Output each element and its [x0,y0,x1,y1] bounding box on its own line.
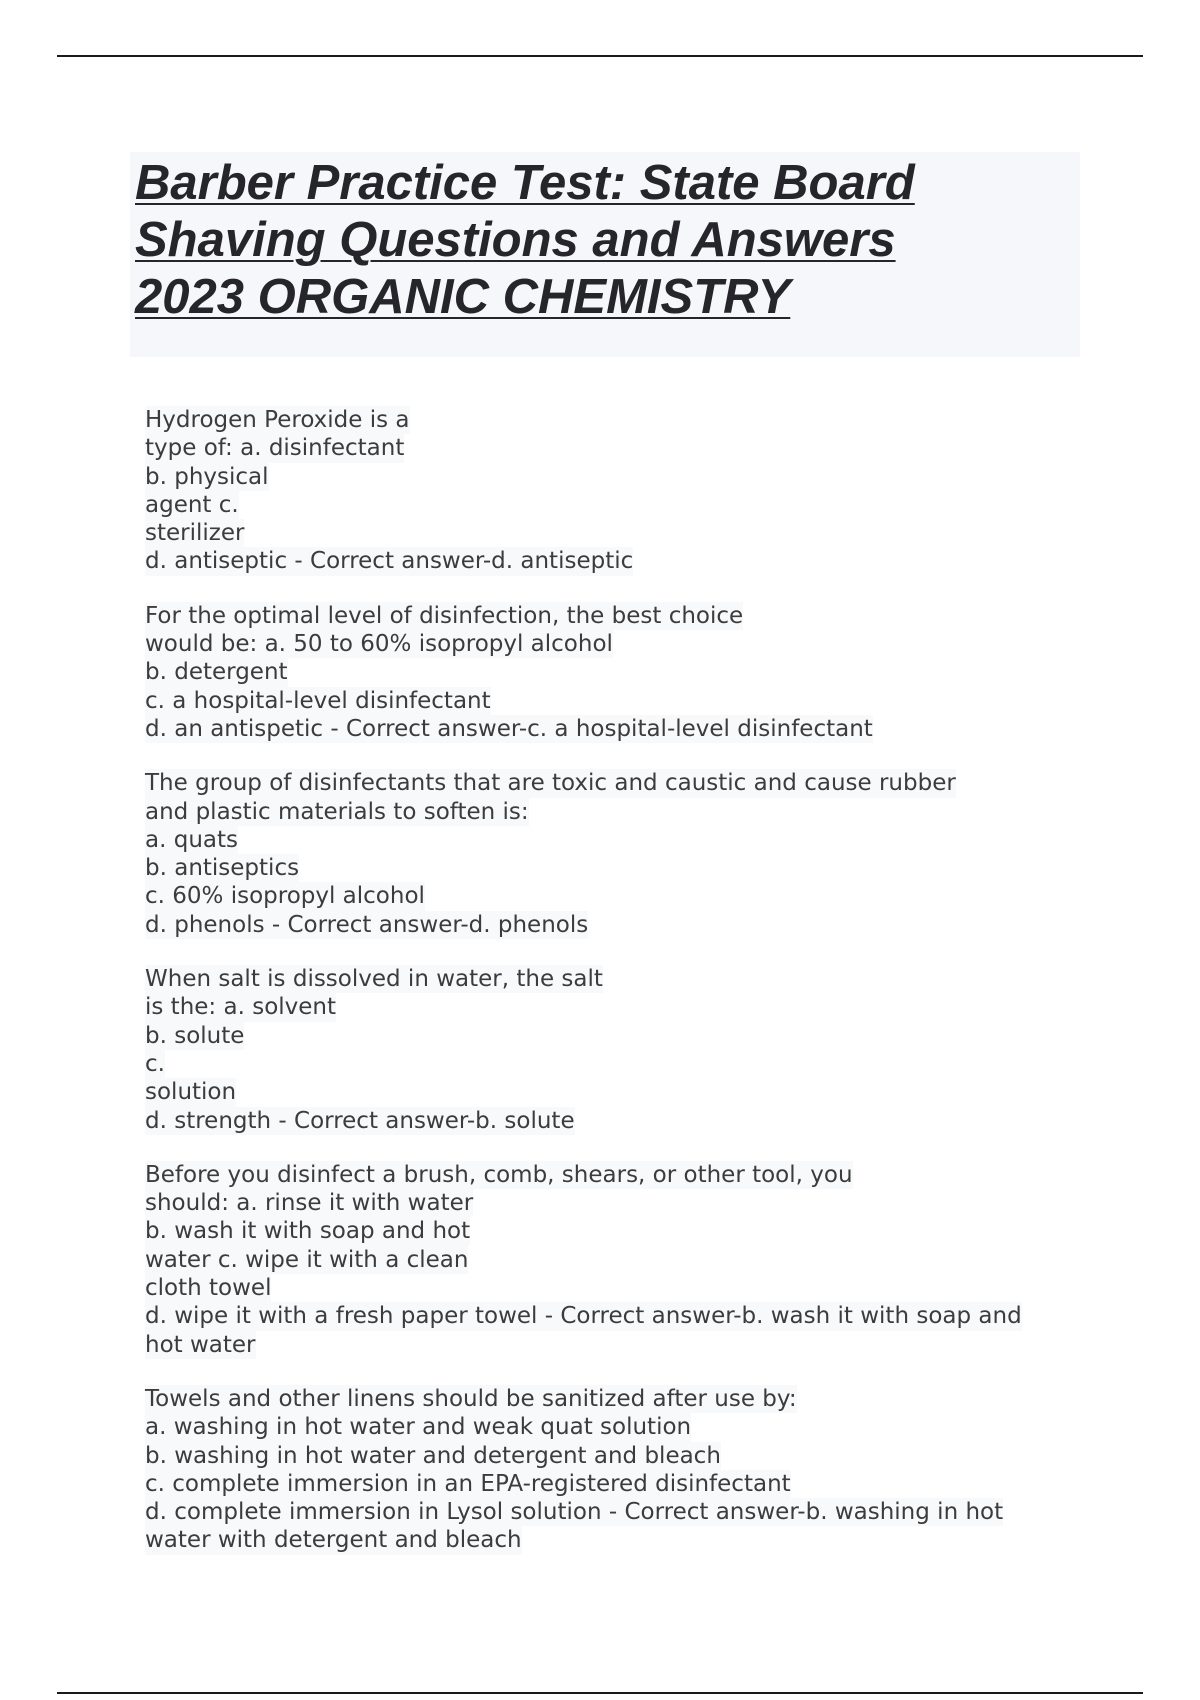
document-title [130,152,1080,326]
title-line: 2023 ORGANIC CHEMISTRY [135,270,791,324]
answer-line: d. wipe it with a fresh paper towel - Correct answer-b. wash it with soap and [145,1303,1022,1330]
question-line: type of: a. disinfectant [145,435,405,462]
question-line: For the optimal level of disinfection, the best choice [145,602,744,629]
question-block [145,1385,1095,1555]
question-line: c. complete immersion in an EPA-registered disinfectant [145,1470,791,1497]
question-line: solution [145,1079,237,1106]
question-line: c. 60% isopropyl alcohol [145,883,425,910]
question-line: b. wash it with soap and hot [145,1218,471,1245]
question-line: a. washing in hot water and weak quat solution [145,1414,692,1441]
question-line: cloth towel [145,1275,272,1302]
title-line: Shaving Questions and Answers [135,213,896,267]
answer-line: d. strength - Correct answer-b. solute [145,1107,575,1134]
question-line: and plastic materials to soften is: [145,798,529,825]
question-line: is the: a. solvent [145,994,337,1021]
question-line: b. detergent [145,659,288,686]
title-line: Barber Practice Test: State Board [135,156,915,210]
question-line: c. a hospital-level disinfectant [145,687,491,714]
question-block [145,769,1095,939]
question-line: Before you disinfect a brush, comb, shears, or other tool, you [145,1161,853,1188]
answer-line: d. phenols - Correct answer-d. phenols [145,911,589,938]
question-line: agent c. [145,491,239,518]
question-list [145,406,1095,1581]
answer-line: hot water [145,1331,256,1358]
question-block [145,602,1095,743]
question-line: b. antiseptics [145,855,300,882]
answer-line: d. complete immersion in Lysol solution - Correct answer-b. washing in hot [145,1499,1004,1526]
question-line: b. solute [145,1022,245,1049]
title-block [130,152,1080,357]
question-line: Hydrogen Peroxide is a [145,407,410,433]
question-line: The group of disinfectants that are toxic and caustic and cause rubber [145,770,956,797]
answer-line: d. an antispetic - Correct answer-c. a hospital-level disinfectant [145,715,873,742]
question-line: Towels and other linens should be sanitized after use by: [145,1385,797,1412]
question-line: When salt is dissolved in water, the salt [145,966,603,993]
question-block [145,1161,1095,1359]
question-line: sterilizer [145,520,245,547]
question-line: c. [145,1050,165,1077]
header-rule [57,55,1143,57]
question-block [145,406,1095,576]
question-line: b. washing in hot water and detergent and bleach [145,1442,721,1469]
question-block [145,965,1095,1135]
question-line: would be: a. 50 to 60% isopropyl alcohol [145,631,613,658]
question-line: water c. wipe it with a clean [145,1246,469,1273]
footer-rule [57,1692,1143,1694]
question-line: b. physical [145,463,269,490]
answer-line: water with detergent and bleach [145,1527,522,1554]
question-line: a. quats [145,826,238,853]
question-line: should: a. rinse it with water [145,1190,474,1217]
answer-line: d. antiseptic - Correct answer-d. antiseptic [145,548,634,575]
